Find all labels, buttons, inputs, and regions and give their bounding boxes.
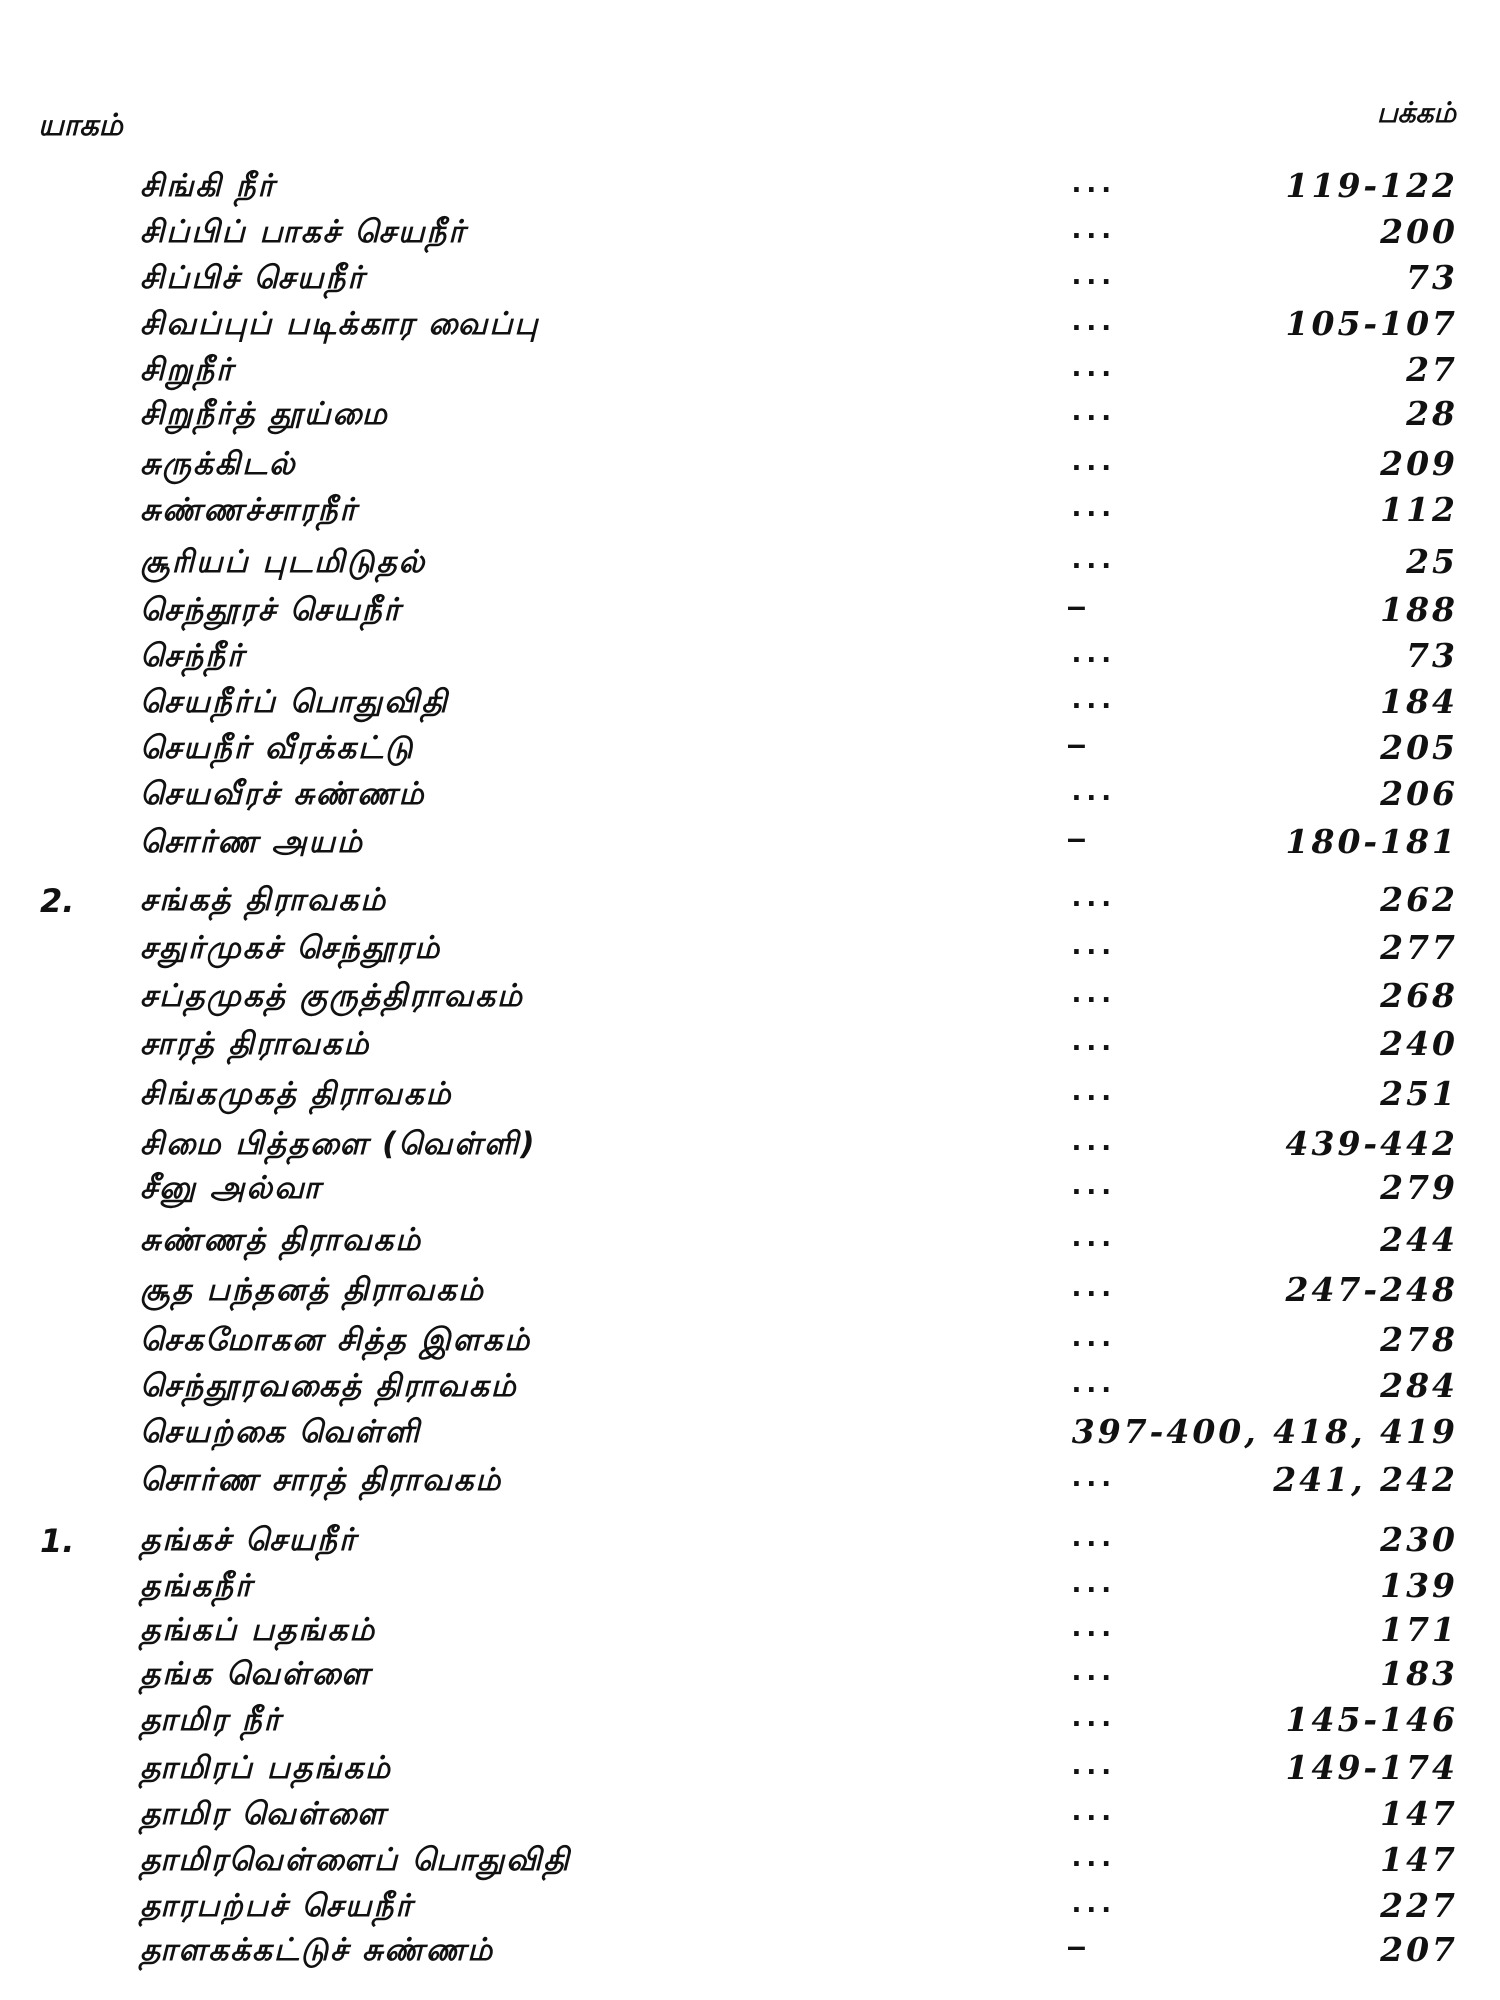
index-entry	[0, 304, 1500, 348]
index-entry	[0, 1024, 1500, 1068]
page-number: 284	[1380, 1366, 1458, 1405]
entry-title: சப்தமுகத் குருத்திராவகம்	[140, 978, 525, 1014]
index-entry	[0, 1748, 1500, 1792]
page-number: 247-248	[1285, 1270, 1458, 1309]
page-number: 149-174	[1285, 1748, 1458, 1787]
page-number: 278	[1380, 1320, 1458, 1359]
page-number: 244	[1380, 1220, 1458, 1259]
leader-dots: ...	[1068, 1566, 1113, 1599]
page-number: 25	[1406, 542, 1458, 581]
entry-title: செயநீர் வீரக்கட்டு	[140, 730, 415, 766]
page-number: 200	[1380, 212, 1458, 251]
index-entry	[0, 976, 1500, 1020]
leader-dots: ...	[1068, 444, 1113, 477]
entry-title: செயற்கை வெள்ளி	[140, 1414, 421, 1450]
entry-title: சிறுநீர்த் தூய்மை	[140, 396, 389, 432]
leader-dots: ...	[1068, 304, 1113, 337]
leader-dots: ...	[1068, 1270, 1113, 1303]
entry-title: தங்கநீர்	[140, 1568, 254, 1604]
index-entry	[0, 1124, 1500, 1168]
leader-dots: ...	[1068, 212, 1113, 245]
entry-title: தங்கப் பதங்கம்	[140, 1612, 377, 1648]
leader-dots: ...	[1068, 1124, 1113, 1157]
entry-title: தாரபற்பச் செயநீர்	[140, 1888, 414, 1924]
page-number: 73	[1406, 636, 1458, 675]
index-entry	[0, 1610, 1500, 1654]
entry-title: தாமிர வெள்ளை	[140, 1796, 387, 1832]
entry-title: சுருக்கிடல்	[140, 446, 297, 482]
page-number: 119-122	[1285, 166, 1458, 205]
index-entry	[0, 774, 1500, 818]
index-entry	[0, 350, 1500, 394]
entry-title: தாளகக்கட்டுச் சுண்ணம்	[140, 1932, 495, 1968]
leader-dots: ...	[1068, 1320, 1113, 1353]
index-entry	[0, 590, 1500, 634]
entry-title: தாமிரவெள்ளைப் பொதுவிதி	[140, 1842, 571, 1878]
leader-dots: ...	[1068, 1610, 1113, 1643]
leader-dots: ...	[1068, 1074, 1113, 1107]
leader-dots: ...	[1068, 928, 1113, 961]
page-number: 268	[1380, 976, 1458, 1015]
index-entry	[0, 928, 1500, 972]
index-entry	[0, 1700, 1500, 1744]
page-number: 188	[1380, 590, 1458, 629]
leader-dots: ...	[1068, 636, 1113, 669]
entry-title: சுண்ணத் திராவகம்	[140, 1222, 423, 1258]
entry-title: செகமோகன சித்த இளகம்	[140, 1322, 532, 1358]
page-number: 27	[1406, 350, 1458, 389]
entry-title: சங்கத் திராவகம்	[140, 882, 388, 918]
entry-title: சுண்ணச்சாரநீர்	[140, 492, 358, 528]
entry-title: செந்தூரவகைத் திராவகம்	[140, 1368, 518, 1404]
entry-title: சிப்பிப் பாகச் செயநீர்	[140, 214, 467, 250]
index-entry	[0, 822, 1500, 866]
entry-title: சொர்ண சாரத் திராவகம்	[140, 1462, 503, 1498]
page-number: 147	[1380, 1840, 1458, 1879]
leader-dots: ...	[1068, 1460, 1113, 1493]
leader-dots: ...	[1068, 1024, 1113, 1057]
entry-title: தாமிர நீர்	[140, 1702, 282, 1738]
page-number: 262	[1380, 880, 1458, 919]
index-entry	[0, 490, 1500, 534]
index-entry	[0, 1412, 1500, 1456]
page-number: 139	[1380, 1566, 1458, 1605]
page-number: 180-181	[1285, 822, 1458, 861]
index-entry	[0, 1840, 1500, 1884]
index-entry	[0, 542, 1500, 586]
entry-title: சிறுநீர்	[140, 352, 235, 388]
index-entry	[0, 1074, 1500, 1118]
page-number: 227	[1380, 1886, 1458, 1925]
entry-title: செந்நீர்	[140, 638, 246, 674]
index-entry	[0, 1886, 1500, 1930]
index-entry	[0, 1168, 1500, 1212]
entry-title: செயநீர்ப் பொதுவிதி	[140, 684, 449, 720]
page-number: 28	[1406, 394, 1458, 433]
page-number: 240	[1380, 1024, 1458, 1063]
entry-title: தங்க வெள்ளை	[140, 1656, 372, 1692]
page-number: 251	[1380, 1074, 1458, 1113]
entry-title: தங்கச் செயநீர்	[140, 1522, 358, 1558]
leader-dots: ...	[1068, 1168, 1113, 1201]
index-entry	[0, 1220, 1500, 1264]
leader-dots: ...	[1068, 682, 1113, 715]
leader-dots: ...	[1068, 880, 1113, 913]
index-entry	[0, 212, 1500, 256]
leader-dots: ...	[1068, 1840, 1113, 1873]
leader-dots: —	[1068, 728, 1083, 761]
leader-dots: ...	[1068, 542, 1113, 575]
leader-dots: ...	[1068, 258, 1113, 291]
index-entry	[0, 394, 1500, 438]
leader-dots: ...	[1068, 1886, 1113, 1919]
entry-title: சீனு அல்வா	[140, 1170, 322, 1206]
page-number: 112	[1380, 490, 1458, 529]
page-number: 230	[1380, 1520, 1458, 1559]
page-number: 145-146	[1285, 1700, 1458, 1739]
leader-dots: ...	[1068, 774, 1113, 807]
index-entry	[0, 728, 1500, 772]
page-number: 147	[1380, 1794, 1458, 1833]
index-entry	[0, 166, 1500, 210]
leader-dots: ...	[1068, 976, 1113, 1009]
page-number: 205	[1380, 728, 1458, 767]
page-number: 171	[1380, 1610, 1458, 1649]
column-header-left: யாகம்	[38, 108, 123, 143]
entry-title: சூரியப் புடமிடுதல்	[140, 544, 427, 580]
entry-title: சிப்பிச் செயநீர்	[140, 260, 366, 296]
entry-title: தாமிரப் பதங்கம்	[140, 1750, 392, 1786]
page-number: 209	[1380, 444, 1458, 483]
index-entry	[0, 444, 1500, 488]
entry-title: சிங்கமுகத் திராவகம்	[140, 1076, 453, 1112]
leader-dots: —	[1068, 822, 1083, 855]
page-number: 279	[1380, 1168, 1458, 1207]
index-entry	[0, 1520, 1500, 1564]
page-number: 73	[1406, 258, 1458, 297]
index-entry	[0, 1320, 1500, 1364]
section-marker: 1.	[40, 1522, 75, 1560]
index-entry	[0, 258, 1500, 302]
leader-dots: ...	[1068, 1520, 1113, 1553]
entry-title: சாரத் திராவகம்	[140, 1026, 371, 1062]
entry-title: சிவப்புப் படிக்கார வைப்பு	[140, 306, 540, 342]
index-entry	[0, 682, 1500, 726]
entry-title: சூத பந்தனத் திராவகம்	[140, 1272, 485, 1308]
entry-title: செந்தூரச் செயநீர்	[140, 592, 402, 628]
entry-title: சொர்ண அயம்	[140, 824, 364, 860]
index-entry	[0, 1794, 1500, 1838]
entry-title: சிமை பித்தளை (வெள்ளி)	[140, 1126, 537, 1162]
index-entry	[0, 1654, 1500, 1698]
page-number: 183	[1380, 1654, 1458, 1693]
leader-dots: ...	[1068, 1366, 1113, 1399]
index-entry	[0, 1366, 1500, 1410]
leader-dots: ...	[1068, 1220, 1113, 1253]
page-number: 439-442	[1285, 1124, 1458, 1163]
index-entry	[0, 1270, 1500, 1314]
leader-dots: ...	[1068, 1748, 1113, 1781]
leader-dots: ...	[1068, 394, 1113, 427]
page-number: 241, 242	[1273, 1460, 1458, 1499]
index-entry	[0, 880, 1500, 924]
index-entry	[0, 1566, 1500, 1610]
leader-dots: ...	[1068, 1654, 1113, 1687]
entry-title: சிங்கி நீர்	[140, 168, 276, 204]
section-marker: 2.	[40, 882, 75, 920]
leader-dots: —	[1068, 1930, 1083, 1963]
leader-dots: ...	[1068, 166, 1113, 199]
index-entry	[0, 1930, 1500, 1974]
page-number: 277	[1380, 928, 1458, 967]
page-number: 184	[1380, 682, 1458, 721]
entry-title: செயவீரச் சுண்ணம்	[140, 776, 426, 812]
entry-title: சதுர்முகச் செந்தூரம்	[140, 930, 442, 966]
column-header-page: பக்கம்	[1376, 96, 1456, 129]
page-number: 206	[1380, 774, 1458, 813]
leader-dots: ...	[1068, 350, 1113, 383]
leader-dots: —	[1068, 590, 1083, 623]
leader-dots: ...	[1068, 490, 1113, 523]
index-entry	[0, 636, 1500, 680]
leader-dots: ...	[1068, 1794, 1113, 1827]
page-number: 207	[1380, 1930, 1458, 1969]
page-number: 397-400, 418, 419	[1071, 1412, 1458, 1451]
page-number: 105-107	[1285, 304, 1458, 343]
leader-dots: ...	[1068, 1700, 1113, 1733]
index-entry	[0, 1460, 1500, 1504]
